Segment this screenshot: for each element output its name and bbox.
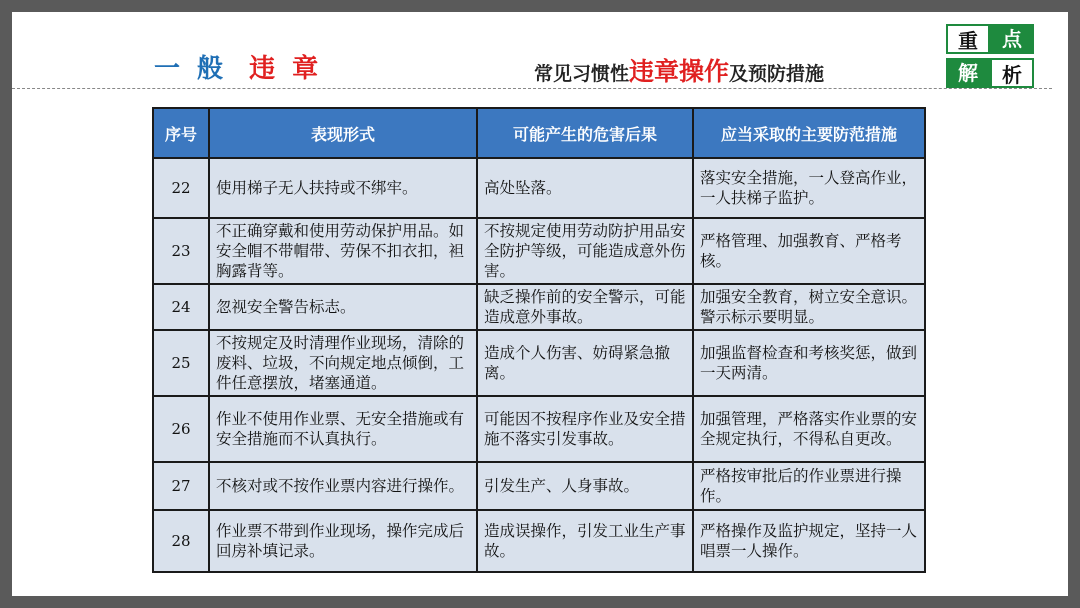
cell-form: 作业不使用作业票、无安全措施或有安全措施而不认真执行。 (209, 396, 477, 462)
cell-measure: 加强监督检查和考核奖惩，做到一天两清。 (693, 330, 925, 396)
cell-no: 26 (153, 396, 209, 462)
cell-no: 25 (153, 330, 209, 396)
cell-measure: 加强管理，严格落实作业票的安全规定执行，不得私自更改。 (693, 396, 925, 462)
cell-form: 忽视安全警告标志。 (209, 284, 477, 330)
subtitle-highlight: 违章操作 (629, 57, 730, 86)
badge-char-2: 点 (990, 24, 1034, 54)
badge-char-1: 重 (946, 24, 990, 54)
section-title (154, 48, 322, 88)
table-row (153, 158, 925, 218)
slide (12, 12, 1068, 596)
cell-measure: 严格操作及监护规定，坚持一人唱票一人操作。 (693, 510, 925, 572)
cell-no: 23 (153, 218, 209, 284)
cell-measure: 严格按审批后的作业票进行操作。 (693, 462, 925, 510)
divider (12, 88, 1052, 89)
cell-harm: 可能因不按程序作业及安全措施不落实引发事故。 (477, 396, 693, 462)
cell-form: 不核对或不按作业票内容进行操作。 (209, 462, 477, 510)
header-harm: 可能产生的危害后果 (477, 108, 693, 158)
cell-harm: 不按规定使用劳动防护用品安全防护等级，可能造成意外伤害。 (477, 218, 693, 284)
cell-no: 22 (153, 158, 209, 218)
cell-form: 作业票不带到作业现场，操作完成后回房补填记录。 (209, 510, 477, 572)
cell-no: 28 (153, 510, 209, 572)
table-row (153, 462, 925, 510)
cell-harm: 造成个人伤害、妨碍紧急撤离。 (477, 330, 693, 396)
cell-no: 27 (153, 462, 209, 510)
key-analysis-badge (946, 24, 1034, 88)
cell-form: 不正确穿戴和使用劳动保护用品。如安全帽不带帽带、劳保不扣衣扣，袒胸露背等。 (209, 218, 477, 284)
section-title-part1: 一 般 (154, 54, 228, 84)
cell-harm: 引发生产、人身事故。 (477, 462, 693, 510)
violation-table (152, 107, 926, 573)
subtitle-post: 及预防措施 (729, 63, 825, 85)
header-measure: 应当采取的主要防范措施 (693, 108, 925, 158)
badge-char-3: 解 (946, 58, 990, 88)
table-row (153, 396, 925, 462)
page-subtitle (534, 52, 824, 88)
cell-measure: 落实安全措施，一人登高作业，一人扶梯子监护。 (693, 158, 925, 218)
cell-harm: 造成误操作，引发工业生产事故。 (477, 510, 693, 572)
subtitle-pre: 常见习惯性 (534, 63, 630, 85)
table-row (153, 218, 925, 284)
table-row (153, 284, 925, 330)
cell-harm: 缺乏操作前的安全警示，可能造成意外事故。 (477, 284, 693, 330)
table-header-row (153, 108, 925, 158)
cell-measure: 严格管理、加强教育、严格考核。 (693, 218, 925, 284)
section-title-part2: 违 章 (249, 54, 323, 84)
badge-char-4: 析 (990, 58, 1034, 88)
header-form: 表现形式 (209, 108, 477, 158)
cell-harm: 高处坠落。 (477, 158, 693, 218)
table-row (153, 510, 925, 572)
header-no: 序号 (153, 108, 209, 158)
cell-form: 使用梯子无人扶持或不绑牢。 (209, 158, 477, 218)
cell-no: 24 (153, 284, 209, 330)
cell-form: 不按规定及时清理作业现场，清除的废料、垃圾，不向规定地点倾倒，工件任意摆放，堵塞通道。 (209, 330, 477, 396)
cell-measure: 加强安全教育，树立安全意识。警示标示要明显。 (693, 284, 925, 330)
table-row (153, 330, 925, 396)
